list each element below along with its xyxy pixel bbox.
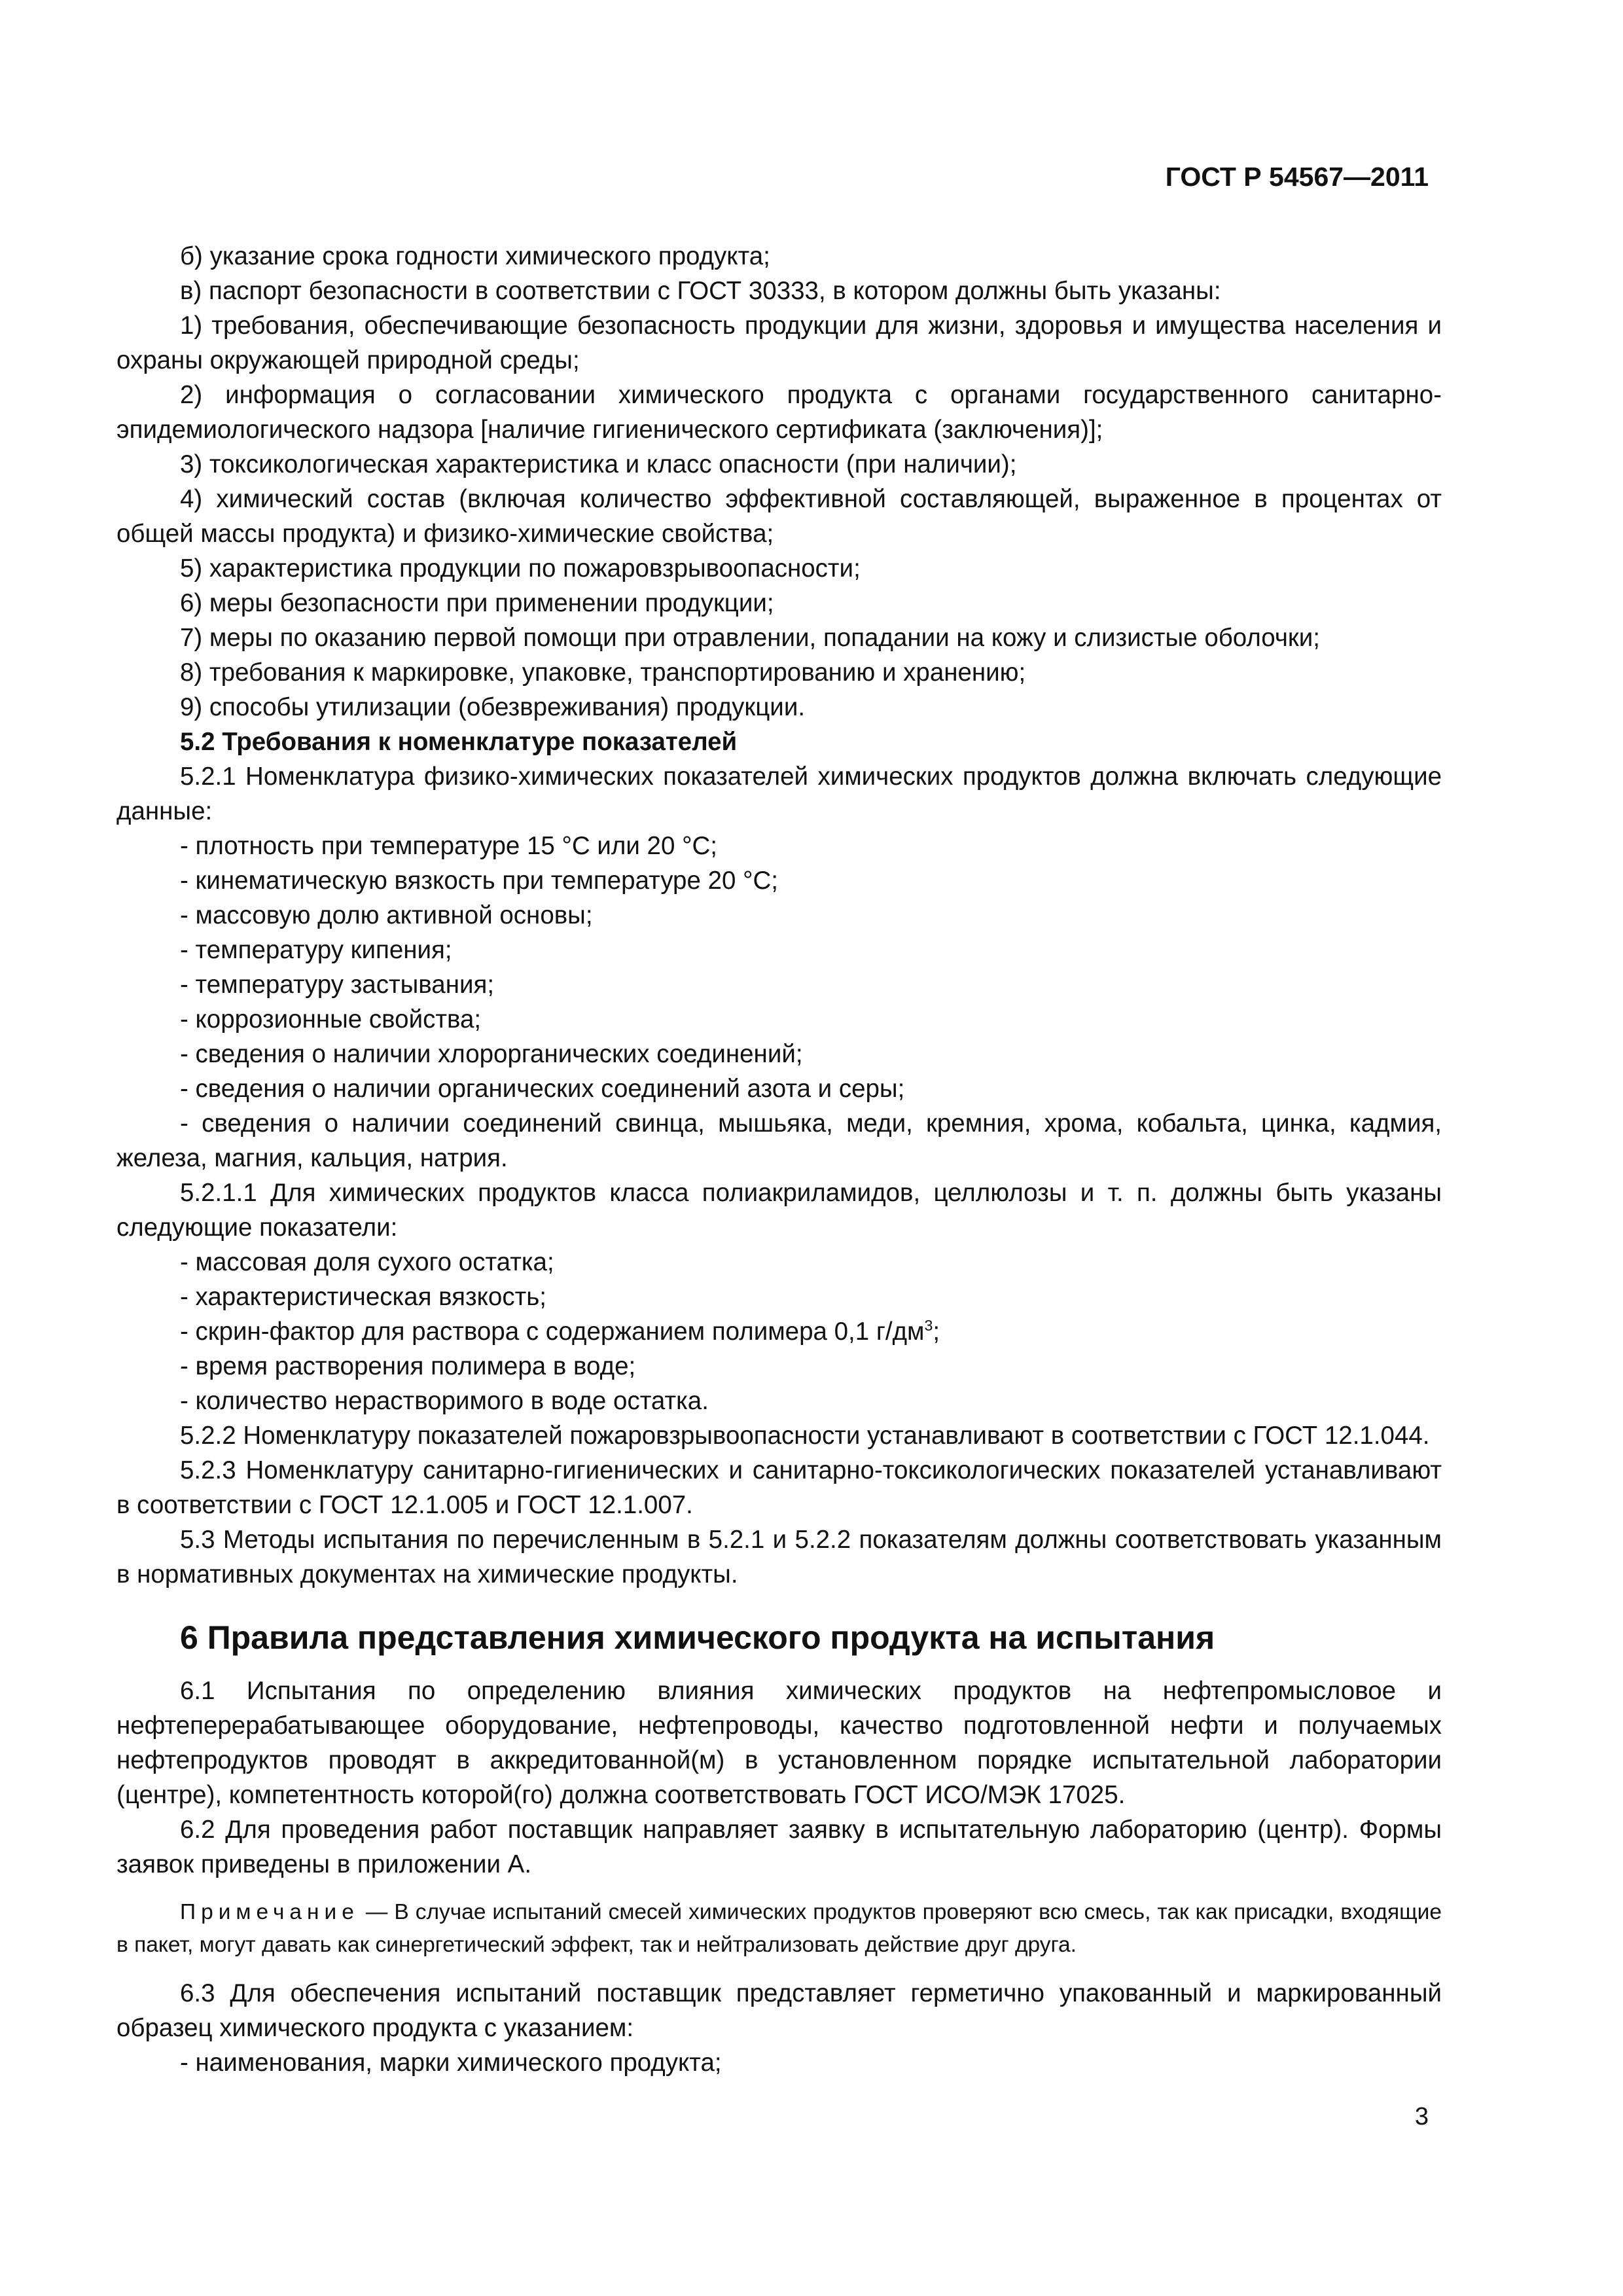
dash-item: - сведения о наличии органических соединений азота и серы; [180, 1075, 905, 1103]
dash-item: - кинематическую вязкость при температуре 20 °C; [180, 867, 778, 895]
cubic-superscript: 3 [924, 1317, 933, 1335]
paragraph-5-2-3: 5.2.3 Номенклатуру санитарно-гигиенических и санитарно-токсикологических показателей устанавливают в соответствии с ГОСТ 12.1.005 и ГОСТ 12.1.007. [116, 1456, 1442, 1519]
paragraph-5-2-1-1: 5.2.1.1 Для химических продуктов класса полиакриламидов, целлюлозы и т. п. должны быть указаны следующие показатели: [116, 1179, 1442, 1242]
paragraph-6-1: 6.1 Испытания по определению влияния химических продуктов на нефтепромысловое и нефтеперерабатывающее оборудование, нефтепроводы, качество подготовленной нефти и получаемых нефтепродуктов проводят в аккредитованной(м) в установленном порядке испытательной лаборатории (центре), компетентность которой(го) должна соответствовать ГОСТ ИСО/МЭК 17025. [116, 1677, 1442, 1809]
list-item-9: 9) способы утилизации (обезвреживания) продукции. [180, 693, 806, 721]
paragraph-5-2-2: 5.2.2 Номенклатуру показателей пожаровзрывоопасности устанавливают в соответствии с ГОСТ 12.1.044. [180, 1422, 1430, 1450]
screen-factor-end: ; [933, 1318, 940, 1346]
list-item-1: 1) требования, обеспечивающие безопасность продукции для жизни, здоровья и имущества населения и охраны окружающей природной среды; [116, 312, 1442, 374]
list-item-6: 6) меры безопасности при применении продукции; [180, 589, 774, 617]
paragraph-5-3: 5.3 Методы испытания по перечисленным в 5.2.1 и 5.2.2 показателям должны соответствовать указанным в нормативных документах на химические продукты. [116, 1526, 1442, 1588]
dash-item: - температуру кипения; [180, 936, 452, 964]
list-item-8: 8) требования к маркировке, упаковке, транспортированию и хранению; [180, 658, 1026, 687]
dash-item: - количество нерастворимого в воде остатка. [180, 1387, 709, 1415]
list-item-4: 4) химический состав (включая количество эффективной составляющей, выраженное в процентах от общей массы продукта) и физико-химические свойства; [116, 485, 1442, 548]
paragraph-6-2: 6.2 Для проведения работ поставщик направляет заявку в испытательную лабораторию (центр). Формы заявок приведены в приложении А. [116, 1816, 1442, 1878]
document-body [116, 239, 1442, 2080]
list-item-5: 5) характеристика продукции по пожаровзрывоопасности; [180, 554, 861, 583]
dash-item: - характеристическая вязкость; [180, 1283, 546, 1311]
dash-item: - плотность при температуре 15 °C или 20 °C; [180, 832, 717, 860]
note-label: Примечание [180, 1900, 359, 1924]
dash-item: - наименования, марки химического продукта; [180, 2049, 722, 2077]
dash-item-screen-factor [116, 1314, 1442, 1349]
dash-item: - температуру застывания; [180, 971, 495, 999]
page-header-code: ГОСТ Р 54567—2011 [1165, 162, 1429, 192]
list-item-2: 2) информация о согласовании химического продукта с органами государственного санитарно-эпидемиологического надзора [наличие гигиенического сертификата (заключения)]; [116, 381, 1442, 444]
dash-item: - сведения о наличии соединений свинца, мышьяка, меди, кремния, хрома, кобальта, цинка, кадмия, железа, магния, кальция, натрия. [116, 1109, 1442, 1172]
dash-item: - массовая доля сухого остатка; [180, 1248, 554, 1276]
page-number: 3 [1414, 2103, 1429, 2130]
dash-item: - коррозионные свойства; [180, 1005, 482, 1033]
dash-item: - время растворения полимера в воде; [180, 1352, 636, 1380]
section-5-2-heading: 5.2 Требования к номенклатуре показателей [180, 728, 738, 756]
section-6-heading: 6 Правила представления химического продукта на испытания [180, 1619, 1215, 1656]
dash-item: - сведения о наличии хлорорганических соединений; [180, 1040, 803, 1068]
paragraph-5-2-1: 5.2.1 Номенклатура физико-химических показателей химических продуктов должна включать следующие данные: [116, 762, 1442, 825]
paragraph-b: б) указание срока годности химического продукта; [180, 242, 770, 270]
note-text: — В случае испытаний смесей химических продуктов проверяют всю смесь, так как присадки, входящие в пакет, могут давать как синергетический эффект, так и нейтрализовать действие друг друга. [116, 1900, 1442, 1957]
list-item-3: 3) токсикологическая характеристика и класс опасности (при наличии); [180, 450, 1017, 478]
note [116, 1896, 1442, 1962]
paragraph-6-3: 6.3 Для обеспечения испытаний поставщик представляет герметично упакованный и маркированный образец химического продукта с указанием: [116, 1979, 1442, 2042]
dash-item: - массовую долю активной основы; [180, 901, 593, 929]
screen-factor-text: - скрин-фактор для раствора с содержанием полимера 0,1 г/дм [180, 1318, 925, 1346]
paragraph-v: в) паспорт безопасности в соответствии с ГОСТ 30333, в котором должны быть указаны: [180, 277, 1221, 305]
list-item-7: 7) меры по оказанию первой помощи при отравлении, попадании на кожу и слизистые оболочки; [180, 624, 1320, 652]
